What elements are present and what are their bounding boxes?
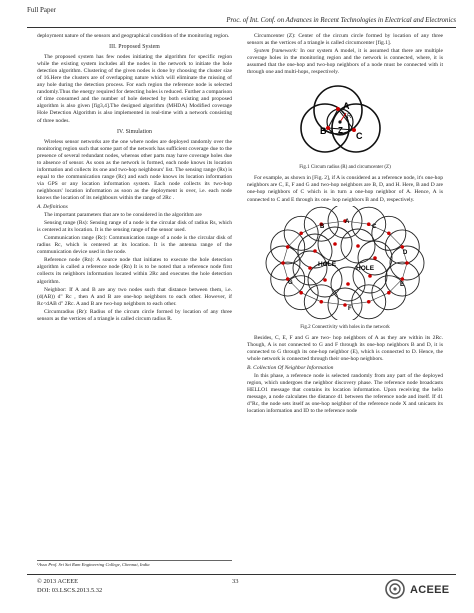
paper-type-label: Full Paper (27, 6, 56, 14)
fig2-node-label: D (403, 249, 408, 256)
fig2-node (281, 261, 285, 265)
fig2-node (368, 274, 372, 278)
definition-circumradius: Circumradius (Rr): Radius of the circum circle formed by location of any three sensors as the vertices of a triangle is called circum radius R. (37, 308, 232, 322)
fig2-node-label: A (345, 218, 350, 225)
fig2-node (313, 249, 317, 253)
author-footnote: ¹Asso Prof. Sri Sai Ram Engineering College, Chennai, India (37, 560, 232, 567)
footer-left (37, 577, 102, 595)
fig2-node (323, 278, 327, 282)
proceedings-title: Proc. of Int. Conf. on Advances in Recent Technologies in Electrical and Electronics (226, 17, 456, 24)
fig2-node (387, 231, 391, 235)
fig2-link (321, 301, 345, 304)
fig2-node-label: F (348, 305, 352, 312)
section-4-title: IV. Simulation (116, 128, 153, 135)
fig2-node-label: G (288, 279, 293, 286)
logo-text: ACEEE (410, 584, 450, 596)
fig2-node (400, 245, 404, 249)
logo-dot (393, 587, 396, 590)
fig2-node (405, 261, 409, 265)
subsection-a-paragraph: The important parameters that are to be considered in the algorithm are (44, 212, 202, 219)
intro-paragraph: deployment nature of the sensors and geographical condition of the monitoring region. (37, 33, 230, 39)
subsection-a-title: A. Definitions (37, 204, 68, 211)
figure-1 (247, 78, 443, 171)
fig2-node (299, 231, 303, 235)
fig1-label-a: A (343, 101, 350, 112)
doi-text: DOI: 03.LSCS.2013.5.32 (37, 587, 103, 594)
fig2-node (367, 300, 371, 304)
fig2-node (356, 244, 360, 248)
fig2-node (299, 290, 303, 294)
fig2-link (321, 221, 345, 224)
fig2-node (308, 266, 312, 270)
fig2-node-label: B (320, 223, 325, 230)
subsection-b-title: B. Collection Of Neighbor Information (247, 364, 334, 371)
fig2-node (373, 256, 377, 260)
definition-circumcenter: Circumcenter (Z): Center of the circum circle formed by location of any three sensors as the vertices of a triangle is called circumcenter [fig.1]. (247, 33, 443, 47)
definition-communication-range: Communication range (Rc): Communication range of a node is the circular disk of radius Rc, which is centered at its location. It is the antenna range of the communication device used in the node. (37, 235, 232, 256)
header-rule (27, 27, 456, 28)
fig1-label-z: Z (338, 126, 343, 136)
footer-rule (27, 574, 456, 575)
fig2-node (346, 282, 350, 286)
framework-text: In our system A model, it is assumed that there are multiple coverage holes in the monitoring region and the network is connected, where, it is assumed that the one-hop and two-hop neighbors of a node must be connected with it through one and multi-hops, respectively. (247, 48, 444, 76)
fig2-node-label: C (372, 223, 377, 230)
fig1-label-r: R (347, 114, 352, 121)
fig2-link (345, 301, 369, 304)
fig2-link (283, 246, 288, 262)
section-4-paragraph: Wireless sensor networks are the one where nodes are deployed randomly over the monitoring region such that some part of the network has sufficient coverage due to the presence of several redundant nodes, whereas other parts may have coverage holes due to absence of sensor. As soon as the network is formed, each node knows its location information and collects its one and two-hop neighbours' list. The sensing range (Rs) is equal to the communication range (Rc) and each node knows its location information via GPS or any location information system. Each node collects its two-hop neighbours' location information as soon as the deployment is over, i.e. each node knows the location of its neighbours within the range of 2Rc . (37, 138, 232, 201)
section-3-title: III. Proposed System (109, 44, 160, 51)
fig1-label-c: C (356, 131, 363, 142)
page-number: 33 (232, 578, 239, 585)
besides-paragraph: Besides, C, E, F and G are two- hop neighbors of A as they are within its 2Rc. Though, A is not connected to G and F through its one-hop neighbors B and D, it is connected to G through its one-hop neighbor (E), which is connected to D. Hence, the whole network is connected through their one-hop neighbors. (247, 334, 443, 362)
fig2-link (283, 263, 288, 279)
fig2-node (343, 303, 347, 307)
copyright-text: © 2013 ACEEE (37, 578, 79, 585)
fig2-node (286, 245, 290, 249)
figure-2-caption: Fig.2 Connectivity with holes in the network (300, 324, 390, 330)
left-column (37, 33, 232, 324)
fig2-link (389, 233, 402, 247)
fig2-node (319, 300, 323, 304)
fig2-node (400, 277, 404, 281)
fig1-edge-ab (328, 109, 338, 128)
fig2-node (367, 222, 371, 226)
fig2-hole-label: HOLE (318, 260, 337, 268)
figure-1-diagram (270, 78, 420, 160)
fig1-node-z (338, 121, 341, 124)
figure-2-diagram (260, 206, 430, 320)
figure-2 (247, 206, 443, 331)
fig2-hole-label: HOLE (356, 264, 375, 272)
example-paragraph: For example, as shown in [Fig. 2], if A is considered as a reference node, it's one-hop neighbors are C, E, F and G and two-hop neighbors are B, D, and H. Here, B and D are one-hop neighbors of C which is in turn a one-hop neighbor of A. Hence, A is connected to C and E through its one- hop neighbors B and D, respectively. (247, 175, 443, 203)
definition-sensing-range: Sensing range (Rs): Sensing range of a node is the circular disk of radius Rs, which is centered at its location. It is the sensing range of the sensor used. (37, 220, 232, 234)
definition-neighbor: Neighbor: If A and B are any two nodes such that distance between them, i.e. (d(AB)) d" Rc , then A and B are one-hop neighbors to each other. However, if Rc<dAB d" 2Rc. A and B are two-hop neighbors to each other. (37, 286, 232, 307)
figure-1-caption: Fig.1 Circum radius (R) and circumcenter (Z) (299, 165, 391, 171)
definition-reference-node: Reference node (Rn): A source node that initiates to execute the hole detection algorithm is called a reference node (Rn) It is to be noted that a reference node first collects its neighbors information located within 2Rc and executes the hole detection algorithm. (37, 257, 232, 285)
fig2-node (333, 242, 337, 246)
fig2-node-label: E (400, 281, 405, 288)
fig1-label-b: B (320, 126, 327, 137)
section-3-paragraph: The proposed system has few nodes initiating the algorithm for specific region while the existing system includes all the nodes in the network to initiate the hole detection algorithm. Clustering of the given nodes is done by choosing the cluster size of 16.Here the clusters are of overlapping nature which will eliminate the missing of any hole during the detection process. For each region the reference node is selected randomly.Thus the energy required for detecting holes is reduced. Further a comparison of time consumed and the number of hole detected by both existing and proposed algorithm is also given [fig3,4].The designed algorithm (MHDA) Modified coverage Hole Detection Algorithm is also implemented in real-time with a network consisting of three nodes. (37, 54, 232, 124)
fig1-node-a (336, 107, 340, 111)
right-column (247, 33, 443, 416)
fig2-link (402, 263, 407, 279)
fig2-node (387, 290, 391, 294)
framework-title: System framework: (254, 48, 298, 55)
subsection-b-paragraph: In this phase, a reference node is selected randomly from any part of the deployed region, which undergoes the neighbor discovery phase. The reference node broadcasts HELLO1 message that contains its location information. Upon receiving the hello message, a node calculates the distance d1 between the reference node and itself. If d1 d"Rc, the node sets itself as one-hop neighbor of the reference node X and unicasts its location information and ID to the reference node (247, 372, 443, 415)
fig1-node-b (326, 126, 330, 130)
